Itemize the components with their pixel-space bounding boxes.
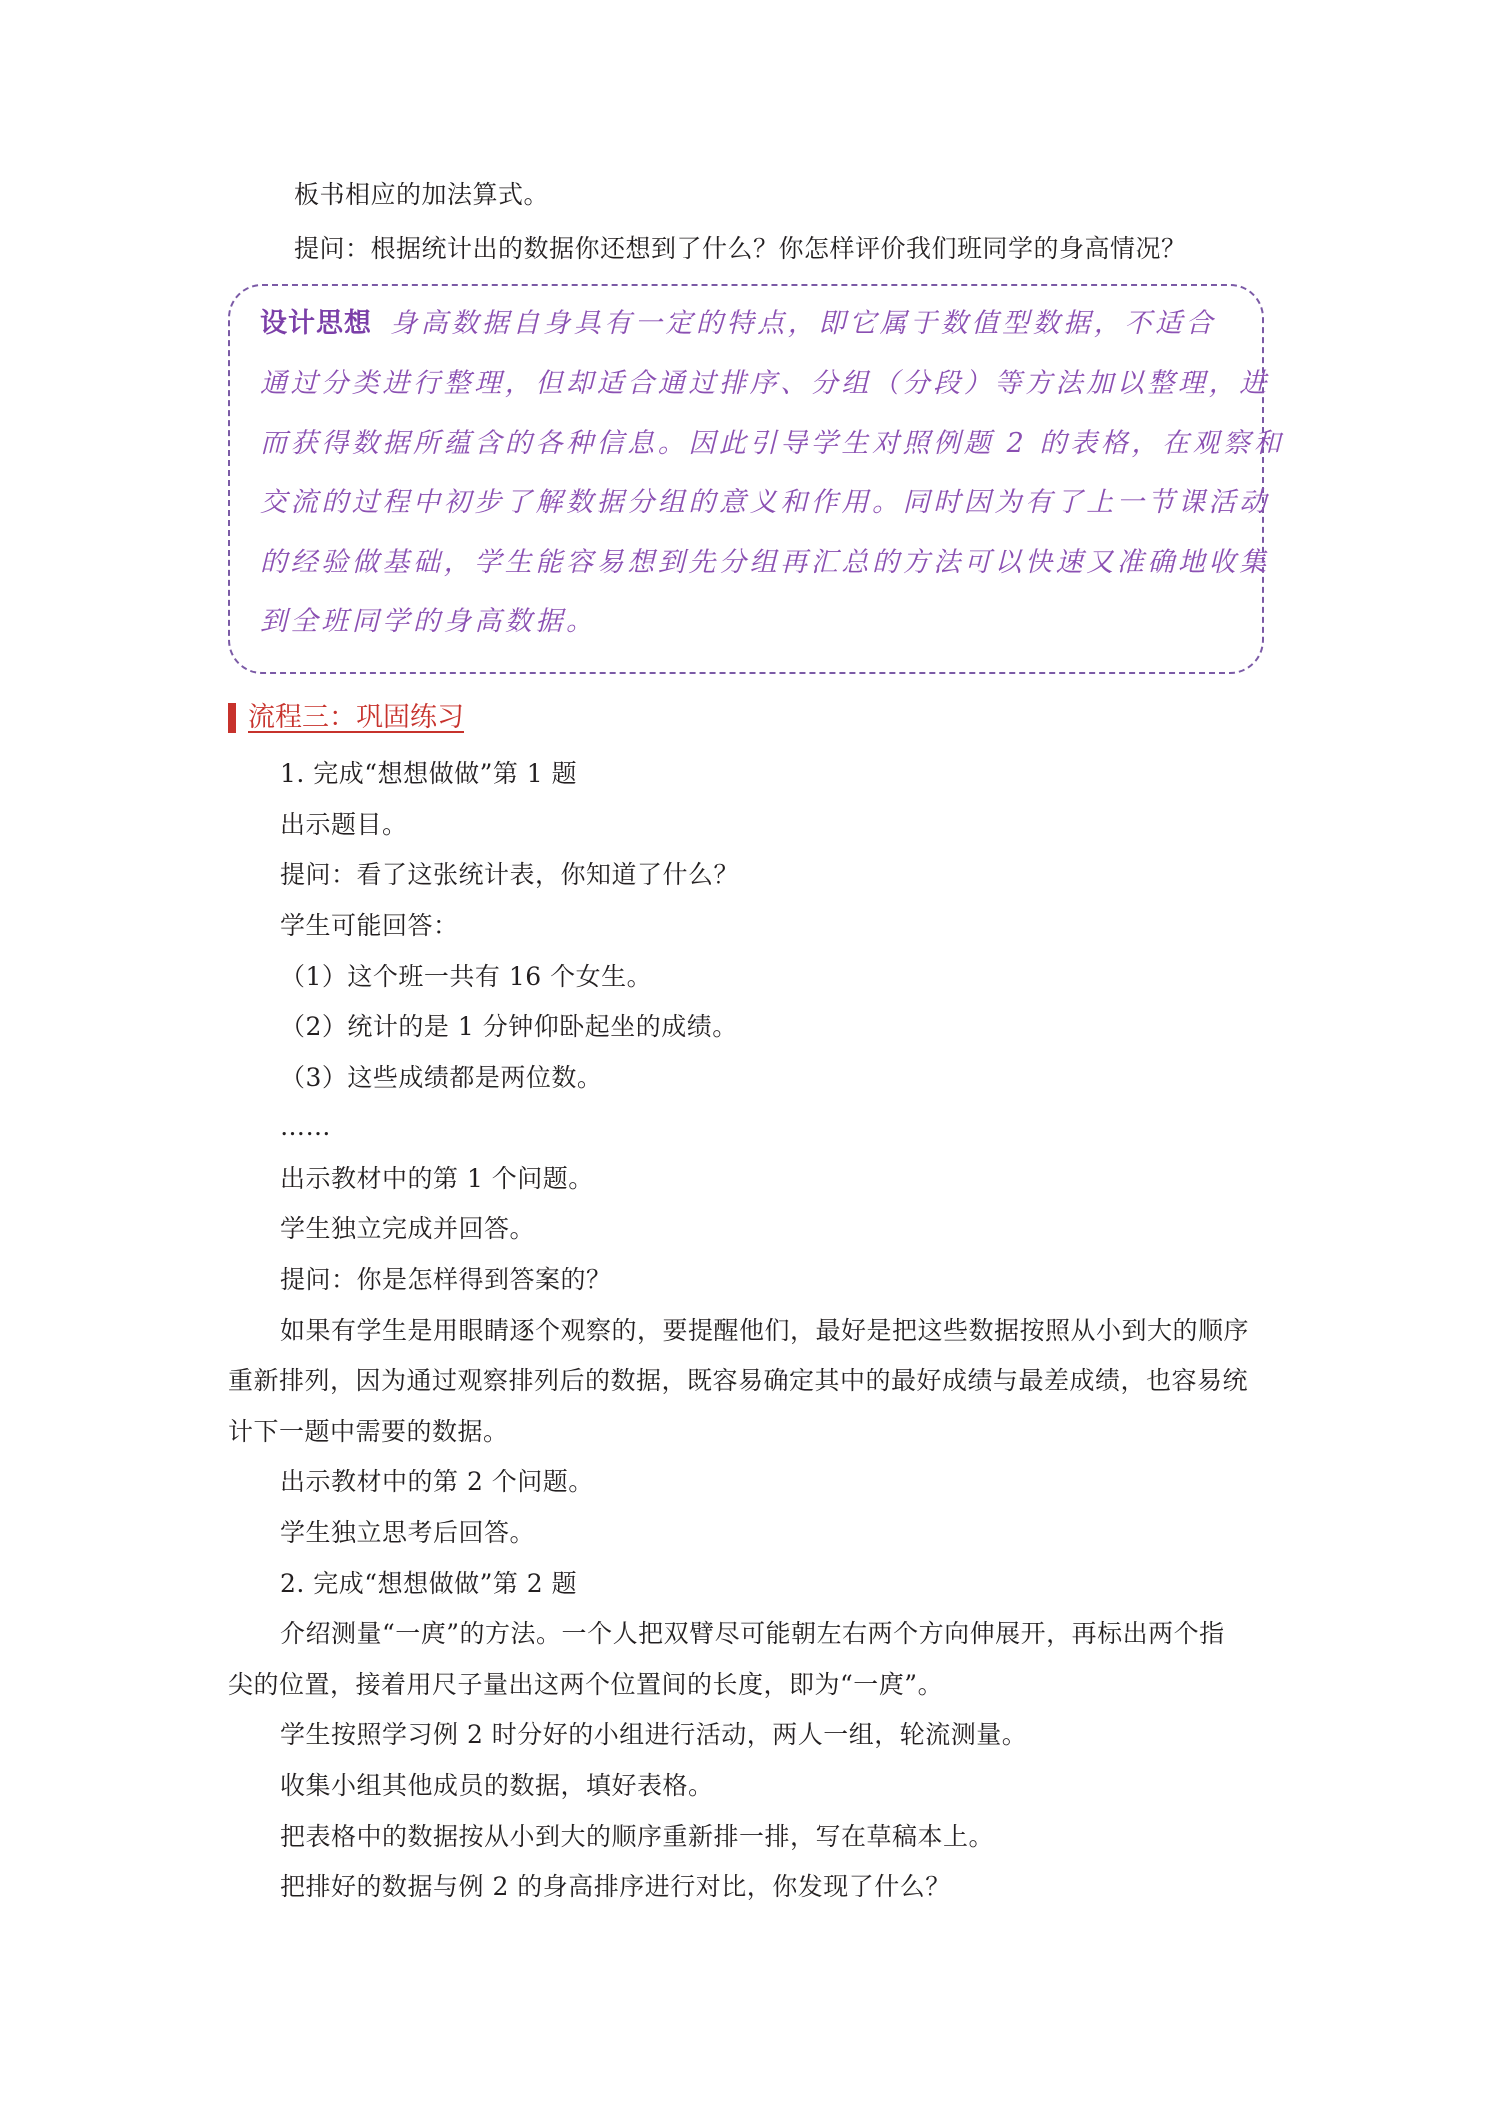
body-line-21: 收集小组其他成员的数据，填好表格。 — [280, 1771, 714, 1800]
design-line-2: 通过分类进行整理，但却适合通过排序、分组（分段）等方法加以整理，进 — [260, 368, 1270, 399]
body-line-5: （1）这个班一共有 16 个女生。 — [280, 962, 653, 991]
body-line-4: 学生可能回答： — [280, 911, 459, 940]
body-line-22: 把表格中的数据按从小到大的顺序重新排一排，写在草稿本上。 — [280, 1822, 995, 1851]
body-line-18: 介绍测量“一庹”的方法。一个人把双臂尽可能朝左右两个方向伸展开，再标出两个指 — [280, 1619, 1225, 1648]
design-line-1 — [260, 306, 1216, 342]
body-line-14: 计下一题中需要的数据。 — [228, 1417, 509, 1446]
body-line-23: 把排好的数据与例 2 的身高排序进行对比，你发现了什么？ — [280, 1872, 951, 1901]
design-line-5: 的经验做基础，学生能容易想到先分组再汇总的方法可以快速又准确地收集 — [260, 547, 1270, 578]
body-line-15: 出示教材中的第 2 个问题。 — [280, 1467, 594, 1496]
design-line-3: 而获得数据所蕴含的各种信息。因此引导学生对照例题 2 的表格，在观察和 — [260, 428, 1285, 459]
body-line-16: 学生独立思考后回答。 — [280, 1518, 536, 1547]
body-line-2: 出示题目。 — [280, 810, 408, 839]
intro-line-1: 板书相应的加法算式。 — [294, 180, 550, 209]
body-line-19: 尖的位置，接着用尺子量出这两个位置间的长度，即为“一庹”。 — [228, 1670, 944, 1699]
body-line-8: …… — [280, 1112, 331, 1141]
design-line-6: 到全班同学的身高数据。 — [260, 606, 597, 637]
section-title: 流程三：巩固练习 — [248, 702, 464, 733]
body-line-9: 出示教材中的第 1 个问题。 — [280, 1164, 594, 1193]
section-heading — [228, 700, 464, 736]
body-line-6: （2）统计的是 1 分钟仰卧起坐的成绩。 — [280, 1012, 738, 1041]
body-line-7: （3）这些成绩都是两位数。 — [280, 1063, 603, 1092]
body-line-1: 1. 完成“想想做做”第 1 题 — [280, 759, 578, 788]
design-text-1: 身高数据自身具有一定的特点，即它属于数值型数据，不适合 — [390, 308, 1217, 339]
design-line-4: 交流的过程中初步了解数据分组的意义和作用。同时因为有了上一节课活动 — [260, 487, 1270, 518]
section-marker-bar — [228, 703, 236, 733]
body-line-20: 学生按照学习例 2 时分好的小组进行活动，两人一组，轮流测量。 — [280, 1720, 1028, 1749]
body-line-13: 重新排列，因为通过观察排列后的数据，既容易确定其中的最好成绩与最差成绩，也容易统 — [228, 1366, 1249, 1395]
design-thought-title: 设计思想 — [260, 308, 372, 339]
intro-line-2: 提问：根据统计出的数据你还想到了什么？你怎样评价我们班同学的身高情况？ — [294, 234, 1187, 263]
body-line-17: 2. 完成“想想做做”第 2 题 — [280, 1569, 578, 1598]
body-line-11: 提问：你是怎样得到答案的？ — [280, 1265, 612, 1294]
body-line-10: 学生独立完成并回答。 — [280, 1214, 536, 1243]
body-line-3: 提问：看了这张统计表，你知道了什么？ — [280, 860, 740, 889]
body-line-12: 如果有学生是用眼睛逐个观察的，要提醒他们，最好是把这些数据按照从小到大的顺序 — [280, 1316, 1250, 1345]
